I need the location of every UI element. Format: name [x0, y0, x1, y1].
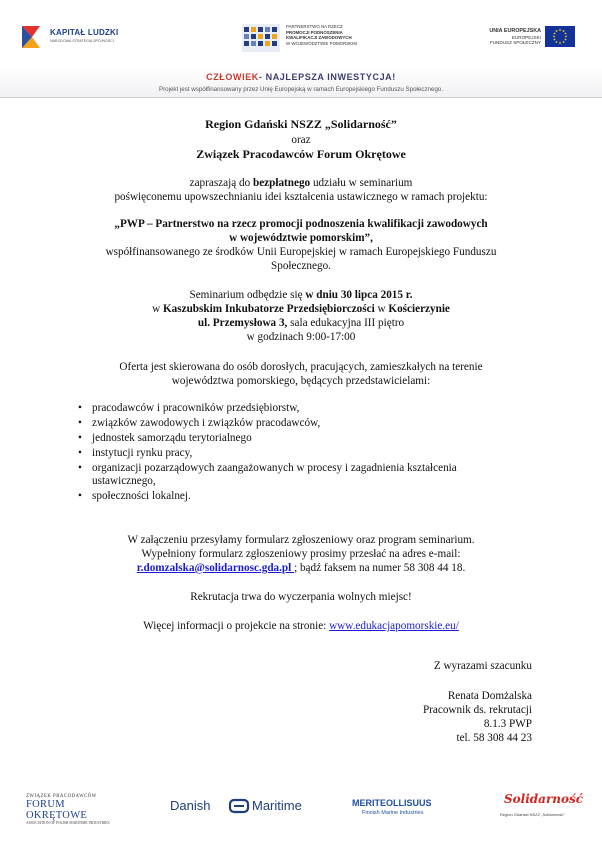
venue-name: Kaszubskim Inkubatorze Przedsiębiorczości	[162, 303, 375, 315]
and-word: oraz	[291, 134, 311, 146]
list-item: • instytucji rynku pracy,	[92, 447, 522, 461]
seminar-date-line	[60, 289, 542, 303]
pwp-line-2: PROMOCJI PODNOSZENIA	[286, 29, 343, 35]
eu-logo	[487, 26, 577, 50]
forum-okretowe-logo	[26, 794, 126, 825]
pwp-icon	[242, 24, 280, 52]
address-rest: sala edukacyjna III piętro	[287, 317, 405, 329]
venue-b: w	[374, 303, 389, 315]
signature-role: Pracownik ds. rekrutacji	[422, 704, 532, 716]
cofinanced-2: Społecznego.	[271, 260, 331, 272]
list-item: • społeczności lokalnej.	[92, 490, 522, 504]
cofinanced-1: współfinansowanego ze środków Unii Europejskiej w ramach Europejskiego Funduszu	[105, 246, 497, 258]
danish-maritime-logo	[170, 792, 330, 820]
pwp-line-1: PARTNERSTWO NA RZECZ	[286, 24, 343, 29]
list-item: • jednostek samorządu terytorialnego	[92, 432, 522, 446]
attach-line-1: W załączeniu przesyłamy formularz zgłoszeniowy oraz program seminarium.	[127, 534, 475, 546]
more-info-line	[60, 620, 542, 634]
invite-line-2: poświęconemu upowszechnianiu idei kształcenia ustawicznego w ramach projektu:	[114, 191, 488, 203]
regards: Z wyrazami szacunku	[433, 660, 532, 672]
solidarnosc-word: Solidarność	[504, 792, 584, 806]
eu-flag-icon	[545, 26, 575, 47]
project-title-1: „PWP – Partnerstwo na rzecz promocji podnoszenia kwalifikacji zawodowych	[114, 218, 488, 230]
pwp-line-3: KWALIFIKACJI ZAWODOWYCH	[286, 35, 352, 41]
pwp-logo	[242, 24, 382, 54]
kapital-ludzki-title: KAPITAŁ LUDZKI	[50, 28, 119, 37]
danish-word: Danish	[170, 798, 211, 813]
solidarnosc-sub: Region Gdański NSZZ „Solidarność”	[500, 812, 565, 817]
list-item: • pracodawców i pracowników przedsiębiorstw,	[92, 402, 522, 416]
signature-phone: tel. 58 308 44 23	[456, 732, 532, 744]
more-info-text: Więcej informacji o projekcie na stronie:	[143, 620, 330, 632]
signature-code: 8.1.3 PWP	[483, 718, 532, 730]
danish-maritime-icon	[228, 797, 250, 815]
hours-line: w godzinach 9:00-17:00	[246, 331, 356, 343]
address-bold: ul. Przemysłowa 3,	[197, 317, 288, 329]
website-link[interactable]: www.edukacjapomorskie.eu/	[329, 620, 459, 632]
meri-sub: Finnish Marine Industries	[362, 810, 424, 816]
forum-sub: ASSOCIATION OF POLISH MARITIME INDUSTRIES	[26, 821, 110, 825]
forum-top-text: ZWIĄZEK PRACODAWCÓW	[26, 794, 97, 799]
venue-a: w	[152, 303, 163, 315]
org-2: Związek Pracodawców Forum Okrętowe	[196, 147, 406, 161]
attach-line-3	[60, 562, 542, 576]
eu-line-3: FUNDUSZ SPOŁECZNY	[489, 40, 541, 46]
seminar-date: w dniu 30 lipca 2015 r.	[305, 289, 413, 301]
address-line	[60, 317, 542, 331]
project-title-2: w województwie pomorskim”,	[229, 232, 373, 244]
header-logos	[0, 0, 602, 93]
recruitment-note: Rekrutacja trwa do wyczerpania wolnych miejsc!	[190, 591, 412, 603]
list-item: • organizacji pozarządowych zaangażowanych w procesy i zagadnienia kształcenia ustawicznego,	[92, 462, 522, 489]
venue-city: Kościerzynie	[388, 303, 450, 315]
attach-line-2: Wypełniony formularz zgłoszeniowy prosimy przesłać na adres e-mail:	[141, 548, 461, 560]
invite-bold: bezpłatnego	[252, 177, 311, 189]
project-note: Projekt jest współfinansowany przez Unię Europejską w ramach Europejskiego Funduszu Społecznego.	[158, 86, 444, 93]
invite-a: zapraszają do	[189, 177, 253, 189]
attach-fax: ; bądź faksem na numer 58 308 44 18.	[294, 562, 466, 574]
audience-list	[92, 402, 522, 505]
kapital-ludzki-logo	[20, 24, 130, 50]
invite-b: udziału w seminarium	[310, 177, 413, 189]
seminar-a: Seminarium odbędzie się	[189, 289, 306, 301]
motto	[0, 72, 602, 82]
maritime-word: Maritime	[252, 798, 302, 813]
venue-line	[60, 303, 542, 317]
motto-word: CZŁOWIEK	[206, 72, 259, 82]
meriteollisuus-logo	[352, 794, 452, 824]
list-item: • związków zawodowych i związków pracodawców,	[92, 417, 522, 431]
offer-line-1: Oferta jest skierowana do osób dorosłych, pracujących, zamieszkałych na terenie	[119, 361, 483, 373]
solidarnosc-logo	[500, 788, 584, 824]
forum-name: FORUM OKRĘTOWE	[26, 799, 88, 821]
eu-line-2: EUROPEJSKI	[511, 34, 541, 40]
eu-line-1: UNIA EUROPEJSKA	[489, 28, 541, 34]
org-1: Region Gdański NSZZ „Solidarność”	[205, 117, 397, 131]
footer-logos	[0, 780, 602, 830]
header-divider	[0, 97, 602, 98]
motto-rest: - NAJLEPSZA INWESTYCJA!	[258, 72, 396, 82]
offer-line-2: województwa pomorskiego, będących przedstawicielami:	[171, 375, 431, 387]
signature-name: Renata Domżalska	[447, 690, 532, 702]
email-link[interactable]: r.domzalska@solidarnosc.gda.pl	[136, 562, 295, 574]
pwp-line-4: W WOJEWÓDZTWIE POMORSKIM	[286, 40, 357, 46]
kapital-ludzki-icon	[20, 24, 44, 50]
invite-line-1	[60, 177, 542, 191]
meri-name: MERITEOLLISUUS	[352, 798, 432, 808]
kapital-ludzki-subtitle: NARODOWA STRATEGIA SPÓJNOŚCI	[50, 39, 114, 43]
